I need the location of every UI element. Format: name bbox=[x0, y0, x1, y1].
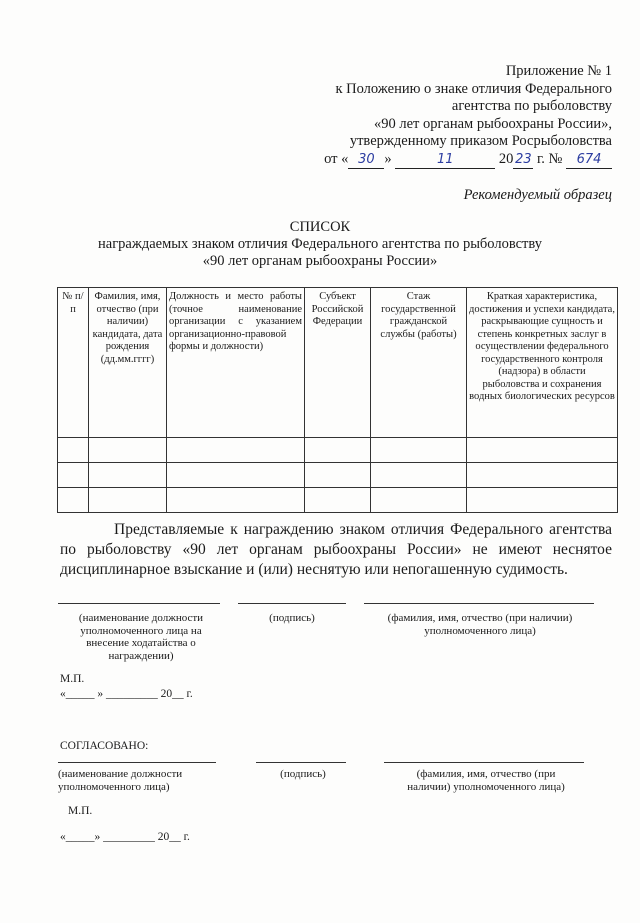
recommended-sample: Рекомендуемый образец bbox=[463, 187, 612, 203]
table-cell[interactable] bbox=[167, 488, 305, 513]
table-row bbox=[58, 488, 618, 513]
order-month: 11 bbox=[436, 151, 454, 167]
list-title bbox=[0, 219, 640, 270]
stamp-label: М.П. bbox=[60, 673, 85, 685]
annex-line-4: утвержденному приказом Росрыболовства bbox=[349, 133, 612, 149]
approval-date-line: «_____» _________ 20__ г. bbox=[60, 831, 190, 843]
list-title-sub-2: «90 лет органам рыбоохраны России» bbox=[202, 253, 438, 269]
table-cell[interactable] bbox=[89, 488, 167, 513]
statement-paragraph: Представляемые к награждению знаком отличия Федерального агентства по рыболовству «90 лет органам рыбоохраны России» не имеют неснятое дисциплинарное взыскание и (или) неснятую или непогашенную судимость. bbox=[60, 521, 612, 578]
approval-name-line[interactable] bbox=[384, 762, 584, 763]
signature-line[interactable] bbox=[238, 603, 346, 604]
position-line[interactable] bbox=[58, 603, 220, 604]
table-cell[interactable] bbox=[371, 488, 467, 513]
header-position: Должность и место работы (точное наименование организации с указанием организационно-правовой формы и должности) bbox=[167, 288, 305, 438]
table-cell[interactable] bbox=[467, 488, 618, 513]
signature-caption: (подпись) bbox=[269, 612, 315, 624]
date-line: «_____ » _________ 20__ г. bbox=[60, 688, 193, 700]
list-title-main: СПИСОК bbox=[289, 219, 351, 235]
approval-name-caption: (фамилия, имя, отчество (при наличии) уполномоченного лица) bbox=[407, 768, 565, 793]
table-cell[interactable] bbox=[58, 488, 89, 513]
table-cell[interactable] bbox=[89, 463, 167, 488]
annex-line-3: «90 лет органам рыбоохраны России», bbox=[373, 115, 612, 132]
name-line[interactable] bbox=[364, 603, 594, 604]
header-service-length: Стаж государственной гражданской службы (работы) bbox=[371, 288, 467, 438]
order-number: 674 bbox=[576, 151, 602, 167]
approval-stamp-label: М.П. bbox=[68, 805, 93, 817]
table-cell[interactable] bbox=[167, 463, 305, 488]
table-cell[interactable] bbox=[305, 438, 371, 463]
table-cell[interactable] bbox=[305, 463, 371, 488]
order-date-line: от « 30 » 11 20 23 г. № 674 bbox=[324, 151, 612, 170]
table-cell[interactable] bbox=[305, 488, 371, 513]
name-caption: (фамилия, имя, отчество (при наличии) уполномоченного лица) bbox=[387, 612, 573, 637]
annex-title: Приложение № 1 bbox=[505, 63, 612, 79]
header-full-name: Фамилия, имя, отчество (при наличии) кандидата, дата рождения (дд.мм.гггг) bbox=[89, 288, 167, 438]
table-cell[interactable] bbox=[371, 463, 467, 488]
table-cell[interactable] bbox=[467, 463, 618, 488]
approval-signature-line[interactable] bbox=[256, 762, 346, 763]
table-cell[interactable] bbox=[167, 438, 305, 463]
list-title-sub-1: награждаемых знаком отличия Федерального агентства по рыболовству bbox=[98, 236, 542, 252]
table-cell[interactable] bbox=[89, 438, 167, 463]
approval-position-caption: (наименование должности уполномоченного лица) bbox=[58, 768, 183, 793]
order-day: 30 bbox=[358, 151, 375, 167]
header-region: Субъект Российской Федерации bbox=[305, 288, 371, 438]
table-cell[interactable] bbox=[467, 438, 618, 463]
order-year: 23 bbox=[515, 151, 532, 167]
approval-signature-caption: (подпись) bbox=[280, 768, 326, 780]
approval-label: СОГЛАСОВАНО: bbox=[60, 740, 149, 752]
header-number: № п/п bbox=[58, 288, 89, 438]
table-row bbox=[58, 463, 618, 488]
table-row bbox=[58, 438, 618, 463]
table-cell[interactable] bbox=[58, 438, 89, 463]
position-caption: (наименование должности уполномоченного лица на внесение ходатайства о награждении) bbox=[78, 612, 204, 662]
table-cell[interactable] bbox=[371, 438, 467, 463]
annex-line-2: агентства по рыболовству bbox=[451, 98, 612, 114]
annex-line-1: к Положению о знаке отличия Федерального bbox=[335, 80, 612, 97]
table-cell[interactable] bbox=[58, 463, 89, 488]
header-characteristics: Краткая характеристика, достижения и успехи кандидата, раскрывающие сущность и степень конкретных заслуг в осуществлении федерального государственного контроля (надзора) в области рыболовства и сохранения водных биологических ресурсов bbox=[467, 288, 618, 438]
approval-position-line[interactable] bbox=[58, 762, 216, 763]
table-header-row bbox=[58, 288, 618, 438]
annex-header bbox=[324, 63, 612, 169]
nominees-table bbox=[57, 287, 618, 513]
